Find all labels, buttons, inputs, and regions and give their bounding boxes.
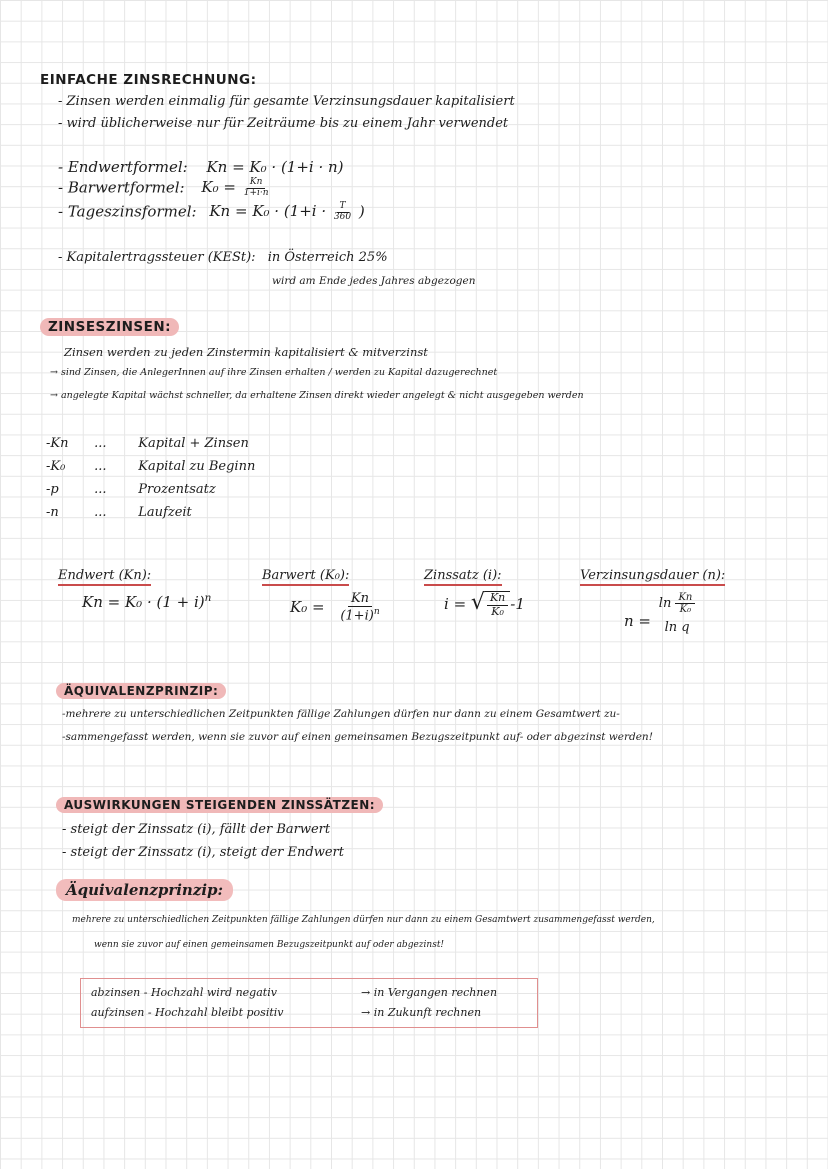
box-vergangen: → in Vergangen rechnen	[361, 986, 498, 999]
legend-dots: ...	[94, 459, 107, 474]
barwert-den	[337, 607, 382, 624]
legend-text: Kapital zu Beginn	[138, 459, 256, 474]
legend-dots: ...	[94, 436, 107, 451]
tageszinsformel-b: )	[358, 202, 365, 221]
box-row	[91, 983, 527, 1003]
dauer-top	[656, 592, 699, 615]
kest-value: in Österreich 25%	[267, 250, 388, 265]
zinssatz-formula	[444, 590, 525, 618]
zinssatz-num: Kn	[487, 592, 508, 605]
endwert-title-text: Endwert (Kn):	[58, 568, 151, 586]
aequivalenz-title-2-text: Äquivalenzprinzip:	[56, 879, 233, 901]
legend-row-k0	[46, 459, 255, 474]
zinssatz-title-text: Zinssatz (i):	[424, 568, 502, 586]
barwertformel-row	[58, 178, 272, 199]
auswirkungen-line-2: - steigt der Zinssatz (i), steigt der Endwert	[62, 845, 344, 860]
barwert-fraction	[337, 592, 382, 624]
dauer-inner-fraction	[675, 592, 695, 615]
zinseszinsen-title-text: ZINSESZINSEN:	[40, 318, 179, 336]
barwertformel-num: Kn	[247, 178, 266, 189]
barwert-den-exponent: n	[373, 607, 380, 618]
barwertformel-den: 1+i·n	[243, 187, 269, 198]
einfache-line-2: - wird üblicherweise nur für Zeiträume bis zu einem Jahr verwendet	[58, 116, 509, 131]
zinssatz-tail: -1	[510, 595, 525, 613]
kest-note: wird am Ende jedes Jahres abgezogen	[272, 275, 476, 287]
dauer-title	[580, 568, 725, 583]
aequivalenz-1-line-2: -sammengefasst werden, wenn sie zuvor auf einen gemeinsamen Bezugszeitpunkt auf- oder abgezinst werden!	[62, 731, 653, 743]
barwert-formula	[290, 592, 383, 624]
aequivalenz-title-1-text: ÄQUIVALENZPRINZIP:	[56, 683, 226, 699]
tageszinsformel-label: - Tageszinsformel:	[58, 202, 197, 221]
zinsen-box	[80, 978, 538, 1028]
aequivalenz-1-line-1: -mehrere zu unterschiedlichen Zeitpunkten fällige Zahlungen dürfen nur dann zu einem Gesamtwert zu-	[62, 708, 620, 720]
dauer-den: K₀	[679, 604, 692, 615]
aequivalenz-title-2	[56, 881, 233, 899]
sqrt-icon: √	[470, 590, 485, 615]
box-zukunft: → in Zukunft rechnen	[361, 1006, 482, 1019]
kest-row	[58, 250, 388, 265]
zinseszinsen-title	[40, 319, 179, 335]
legend-dots: ...	[94, 482, 107, 497]
box-aufzinsen: aufzinsen - Hochzahl bleibt positiv	[91, 1006, 284, 1019]
legend-row-kn	[46, 436, 249, 451]
auswirkungen-line-1: - steigt der Zinssatz (i), fällt der Barwert	[62, 822, 331, 837]
einfache-line-1: - Zinsen werden einmalig für gesamte Verzinsungsdauer kapitalisiert	[58, 94, 515, 109]
zinssatz-fraction	[487, 592, 508, 617]
legend-symbol: -Kn	[46, 436, 69, 451]
barwert-num: Kn	[348, 592, 372, 607]
legend-symbol: -p	[46, 482, 59, 497]
kest-label: - Kapitalertragssteuer (KESt):	[58, 250, 256, 265]
aequivalenz-title-1	[56, 684, 226, 698]
barwert-lhs: K₀ =	[290, 597, 325, 616]
zinssatz-den: K₀	[491, 604, 504, 618]
dauer-bottom: ln q	[664, 620, 690, 635]
aequivalenz-2-line-1: mehrere zu unterschiedlichen Zeitpunkten fällige Zahlungen dürfen nur dann zu einem Gesamtwert zusammengefasst werden,	[72, 915, 655, 925]
barwert-title-text: Barwert (K₀):	[262, 568, 349, 586]
dauer-formula	[624, 592, 698, 635]
zinssatz-title	[424, 568, 502, 583]
legend-text: Kapital + Zinsen	[138, 436, 249, 451]
tageszinsformel-a: Kn = K₀ · (1+i ·	[209, 202, 327, 221]
legend-symbol: -n	[46, 505, 59, 520]
zinseszinsen-line-2: → sind Zinsen, die AnlegerInnen auf ihre Zinsen erhalten / werden zu Kapital dazugerechnet	[50, 367, 498, 378]
zinssatz-radicand	[485, 591, 510, 617]
aequivalenz-2-line-2: wenn sie zuvor auf einen gemeinsamen Bezugszeitpunkt auf oder abgezinst!	[94, 940, 445, 950]
dauer-fraction	[656, 592, 699, 635]
barwert-title	[262, 568, 349, 583]
endwert-formula	[82, 592, 211, 611]
dauer-ln: ln	[658, 596, 672, 611]
legend-row-n	[46, 505, 192, 520]
zinseszinsen-line-1: Zinsen werden zu jeden Zinstermin kapitalisiert & mitverzinst	[64, 345, 428, 359]
legend-text: Prozentsatz	[138, 482, 216, 497]
legend-row-p	[46, 482, 216, 497]
zinseszinsen-line-3: → angelegte Kapital wächst schneller, da erhaltene Zinsen direkt wieder angelegt & nicht ausgegeben werden	[50, 390, 584, 401]
endwert-expr: Kn = K₀ · (1 + i)	[82, 593, 205, 611]
auswirkungen-title	[56, 798, 383, 812]
endwert-title	[58, 568, 151, 583]
legend-dots: ...	[94, 505, 107, 520]
barwertformel-fraction	[241, 178, 272, 199]
tageszinsformel-row	[58, 202, 365, 223]
box-row	[91, 1003, 527, 1023]
einfache-title: EINFACHE ZINSRECHNUNG:	[40, 72, 257, 88]
tageszinsformel-num: T	[337, 202, 349, 213]
endwertformel-row	[58, 158, 344, 176]
legend-text: Laufzeit	[138, 505, 192, 520]
tageszinsformel-den: 360	[333, 211, 352, 222]
barwertformel-lhs: K₀ =	[201, 178, 236, 197]
dauer-title-text: Verzinsungsdauer (n):	[580, 568, 725, 586]
barwertformel-label: - Barwertformel:	[58, 178, 185, 197]
endwert-exponent: n	[204, 592, 212, 604]
endwertformel: Kn = K₀ · (1+i · n)	[206, 158, 344, 176]
box-abzinsen: abzinsen - Hochzahl wird negativ	[91, 986, 277, 999]
auswirkungen-title-text: AUSWIRKUNGEN STEIGENDEN ZINSSÄTZEN:	[56, 797, 383, 813]
legend-symbol: -K₀	[46, 459, 66, 474]
dauer-num: Kn	[675, 592, 695, 604]
zinssatz-lhs: i =	[444, 595, 467, 613]
dauer-lhs: n =	[624, 611, 651, 630]
endwertformel-label: - Endwertformel:	[58, 158, 188, 176]
barwert-den-base: (1+i)	[340, 608, 374, 624]
tageszinsformel-fraction	[331, 202, 354, 223]
